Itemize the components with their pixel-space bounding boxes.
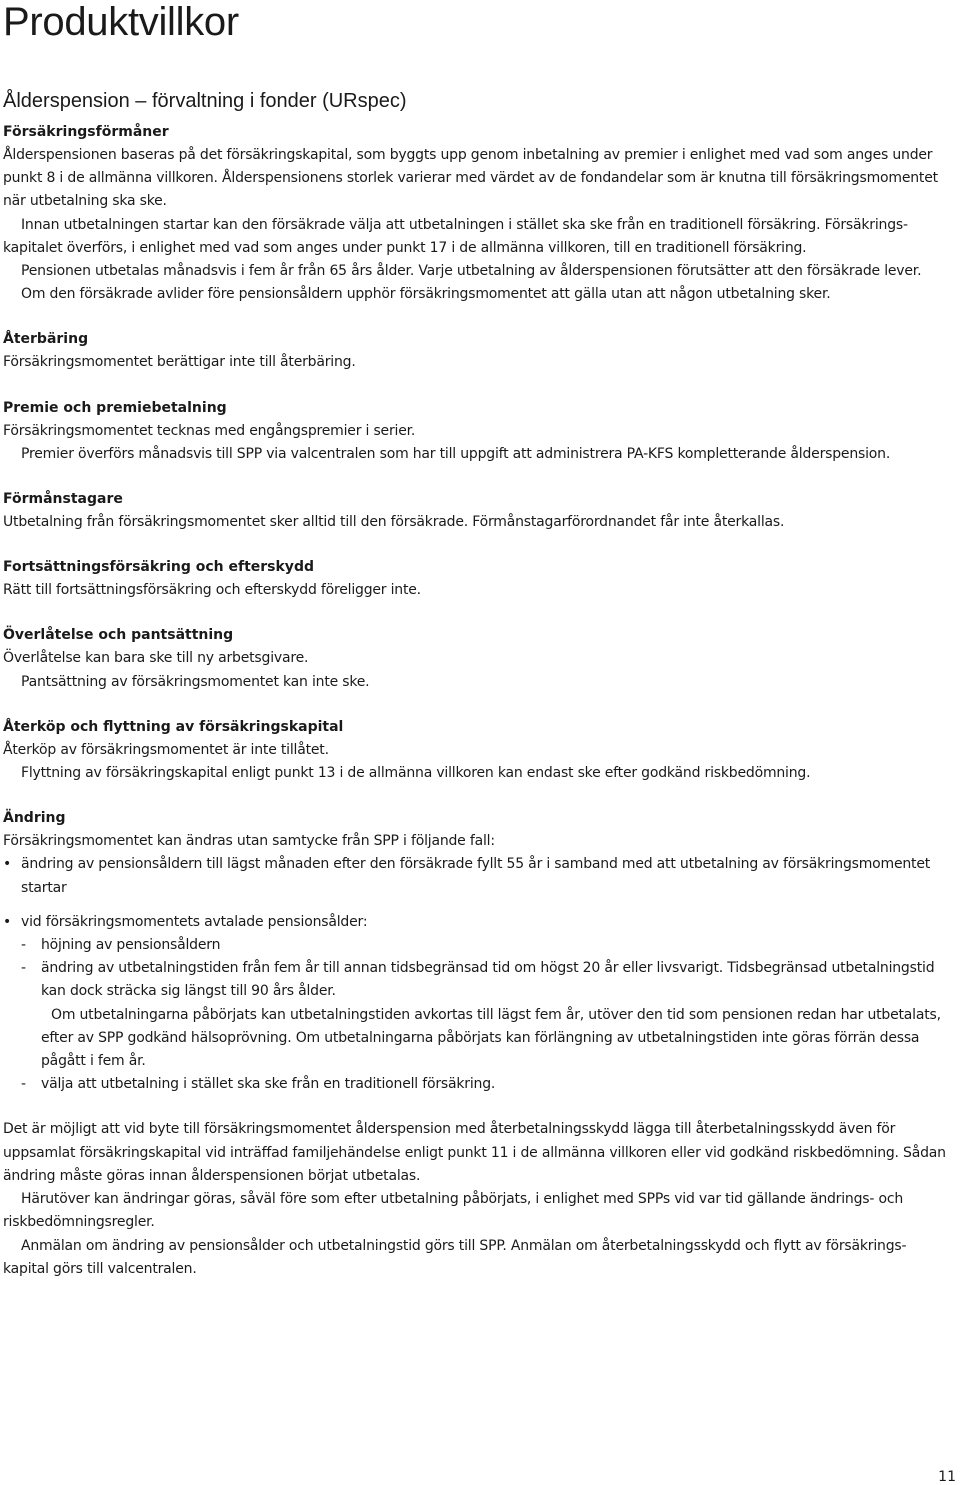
paragraph: Ålderspensionen baseras på det försäkringskapital, som byggts upp genom inbetalning av premier i enlighet med vad som anges under punkt 8 i de allmänna villkoren. Ålderspensionens storlek varierar med värdet av de fondandelar som är knutna till försäkringsmomentet när utbetalning ska ske. <box>3 147 938 210</box>
dash-icon: - <box>21 960 26 977</box>
bullet-icon: • <box>3 856 12 873</box>
paragraph: Pensionen utbetalas månadsvis i fem år från 65 års ålder. Varje utbetalning av ålderspensionen förutsätter att den försäkrade lever. <box>21 263 922 280</box>
paragraph: Det är möjligt att vid byte till försäkringsmomentet ålderspension med återbetalningsskydd lägga till återbetalningsskydd även för uppsamlat försäkringskapital vid inträffad familjehändelse enligt punkt 11 i de allmänna villkoren eller vid godkänd riskbedömning. Sådan ändring måste göras innan ålderspensionen börjat utbetalas. <box>3 1121 946 1184</box>
paragraph: Anmälan om ändring av pensionsålder och utbetalningstid görs till SPP. Anmälan om återbetalningsskydd och flytt av försäkringskapital görs till valcentralen. <box>3 1237 907 1277</box>
section-fortsattningsforsakring <box>3 556 947 602</box>
dash-item-text: välja att utbetalning i stället ska ske från en traditionell försäkring. <box>41 1076 496 1093</box>
page-title: Produktvillkor <box>3 0 239 44</box>
dash-item <box>21 957 947 1073</box>
dash-item-text: ändring av utbetalningstiden från fem år till annan tidsbegränsad tid om högst 20 år eller livsvarigt. Tidsbegränsad utbetalningstid kan dock sträcka sig längst till 90 års ålder. <box>41 960 935 1000</box>
section-heading: Ändring <box>3 810 66 827</box>
paragraph: Rätt till fortsättningsförsäkring och efterskydd föreligger inte. <box>3 582 421 599</box>
dash-list <box>21 934 947 1096</box>
list-item-text: vid försäkringsmomentets avtalade pensionsålder: <box>21 913 368 930</box>
list-item <box>3 911 947 1097</box>
section-aterkop <box>3 716 947 785</box>
paragraph: Försäkringsmomentet tecknas med engångspremier i serier. <box>3 422 416 439</box>
dash-item-subparagraph: Om utbetalningarna påbörjats kan utbetalningstiden avkortas till lägst fem år, utöver den tid som pensionen redan har utbetalats, efter av SPP godkänd hälsoprövning. Om utbetalningarna påbörjats kan förlängning av utbetalningstiden inte göras förrän dessa pågått i fem år. <box>41 1006 941 1070</box>
dash-icon: - <box>21 1076 26 1093</box>
section-heading: Återköp och flyttning av försäkringskapital <box>3 718 344 735</box>
document-page <box>3 0 947 1281</box>
bullet-icon: • <box>3 913 12 930</box>
section-heading: Förmånstagare <box>3 491 123 508</box>
paragraph: Försäkringsmomentet berättigar inte till återbäring. <box>3 354 356 371</box>
section-heading: Överlåtelse och pantsättning <box>3 627 234 644</box>
section-overlatelse <box>3 624 947 693</box>
paragraph: Flyttning av försäkringskapital enligt punkt 13 i de allmänna villkoren kan endast ske efter godkänd riskbedömning. <box>21 765 811 782</box>
paragraph: Överlåtelse kan bara ske till ny arbetsgivare. <box>3 650 309 667</box>
section-premie <box>3 397 947 466</box>
section-heading: Försäkringsförmåner <box>3 124 169 140</box>
list-item <box>3 853 947 899</box>
bullet-list <box>3 853 947 1096</box>
paragraph: Försäkringsmomentet kan ändras utan samtycke från SPP i följande fall: <box>3 833 495 850</box>
dash-item <box>21 934 947 957</box>
section-heading: Återbäring <box>3 331 89 348</box>
section-heading: Premie och premiebetalning <box>3 399 227 416</box>
section-forsakringsformaner <box>3 121 947 306</box>
paragraph: Återköp av försäkringsmomentet är inte tillåtet. <box>3 741 329 758</box>
dash-icon: - <box>21 937 26 954</box>
paragraph: Pantsättning av försäkringsmomentet kan inte ske. <box>21 673 370 690</box>
document-subtitle: Ålderspension – förvaltning i fonder (URspec) <box>3 90 407 112</box>
page-number: 11 <box>938 1469 956 1485</box>
paragraph: Om den försäkrade avlider före pensionsåldern upphör försäkringsmomentet att gälla utan att någon utbetalning sker. <box>21 286 831 303</box>
section-heading: Fortsättningsförsäkring och efterskydd <box>3 559 314 576</box>
paragraph: Utbetalning från försäkringsmomentet sker alltid till den försäkrade. Förmånstagarförordnandet får inte återkallas. <box>3 514 785 531</box>
paragraph: Premier överförs månadsvis till SPP via valcentralen som har till uppgift att administrera PA-KFS kompletterande ålderspension. <box>21 445 891 462</box>
dash-item-text: höjning av pensionsåldern <box>41 937 221 954</box>
paragraph: Innan utbetalningen startar kan den försäkrade välja att utbetalningen i stället ska ske från en traditionell försäkring. Försäkringskapitalet överförs, i enlighet med vad som anges under punkt 17 i de allmänna villkoren, till en traditionell försäkring. <box>3 216 909 256</box>
section-aterbaring <box>3 328 947 374</box>
section-andring <box>3 807 947 1281</box>
dash-item <box>21 1073 947 1096</box>
closing-paragraphs <box>3 1118 947 1280</box>
paragraph: Härutöver kan ändringar göras, såväl före som efter utbetalning påbörjats, i enlighet med SPPs vid var tid gällande ändrings- och riskbedömningsregler. <box>3 1191 904 1231</box>
list-item-text: ändring av pensionsåldern till lägst månaden efter den försäkrade fyllt 55 år i samband med att utbetalning av försäkringsmomentet startar <box>21 856 931 896</box>
section-formanstagare <box>3 488 947 534</box>
